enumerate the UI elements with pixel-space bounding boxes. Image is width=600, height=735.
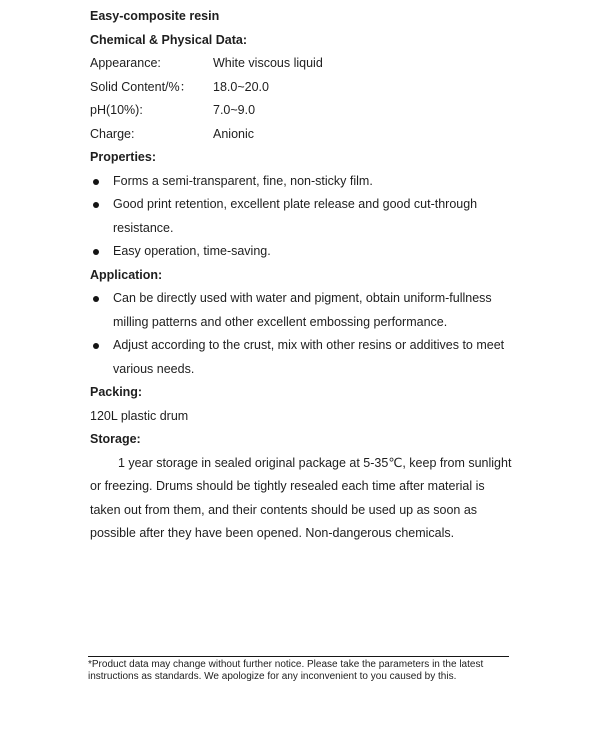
data-row-value: Anionic	[213, 126, 254, 141]
data-row-label: Charge:	[90, 126, 135, 141]
list-item	[90, 287, 514, 334]
section-heading-chemical-physical-data: Chemical & Physical Data:	[90, 32, 248, 47]
data-row-ph	[90, 99, 514, 123]
storage-paragraph: 1 year storage in sealed original package at 5-35℃, keep from sunlight or freezing. Drums should be tightly resealed each time after material is taken out from them, and their contents should be used up as soon as possible after they have been opened. Non-dangerous chemicals.	[90, 455, 512, 540]
section-heading-packing: Packing:	[90, 385, 143, 399]
footer-text: *Product data may change without further notice. Please take the parameters in the latest instructions as standards. We apologize for any inconvenient to you caused by this.	[88, 659, 484, 682]
bullet-icon	[93, 296, 99, 302]
list-item	[90, 334, 514, 381]
section-heading-application: Application:	[90, 267, 163, 282]
list-item-text: Easy operation, time-saving.	[113, 244, 271, 258]
list-item-text: Forms a semi-transparent, fine, non-sticky film.	[113, 173, 373, 188]
data-row-value: 7.0~9.0	[213, 103, 256, 117]
bullet-icon	[93, 343, 99, 349]
list-item-text: Good print retention, excellent plate release and good cut-through resistance.	[113, 197, 478, 235]
data-row-label: Solid Content/%：	[90, 79, 193, 94]
footer-note	[88, 656, 509, 682]
data-row-solid-content	[90, 76, 514, 100]
bullet-icon	[93, 179, 99, 185]
list-item	[90, 193, 514, 240]
data-row-charge	[90, 123, 514, 147]
bullet-icon	[93, 202, 99, 208]
section-heading-properties: Properties:	[90, 150, 156, 164]
section-heading-storage: Storage:	[90, 432, 141, 446]
list-item-text: Adjust according to the crust, mix with other resins or additives to meet various needs.	[113, 338, 505, 376]
bullet-icon	[93, 249, 99, 255]
data-row-label: pH(10%):	[90, 103, 143, 117]
data-row-appearance	[90, 52, 514, 76]
data-row-label: Appearance:	[90, 56, 161, 70]
list-item-text: Can be directly used with water and pigment, obtain uniform-fullness milling patterns and other excellent embossing performance.	[113, 291, 492, 329]
data-row-value: 18.0~20.0	[213, 79, 269, 94]
list-item	[90, 170, 514, 194]
document-content	[90, 5, 514, 546]
list-item	[90, 240, 514, 264]
data-row-value: White viscous liquid	[213, 56, 323, 70]
packing-text: 120L plastic drum	[90, 408, 189, 423]
document-title: Easy-composite resin	[90, 9, 220, 23]
